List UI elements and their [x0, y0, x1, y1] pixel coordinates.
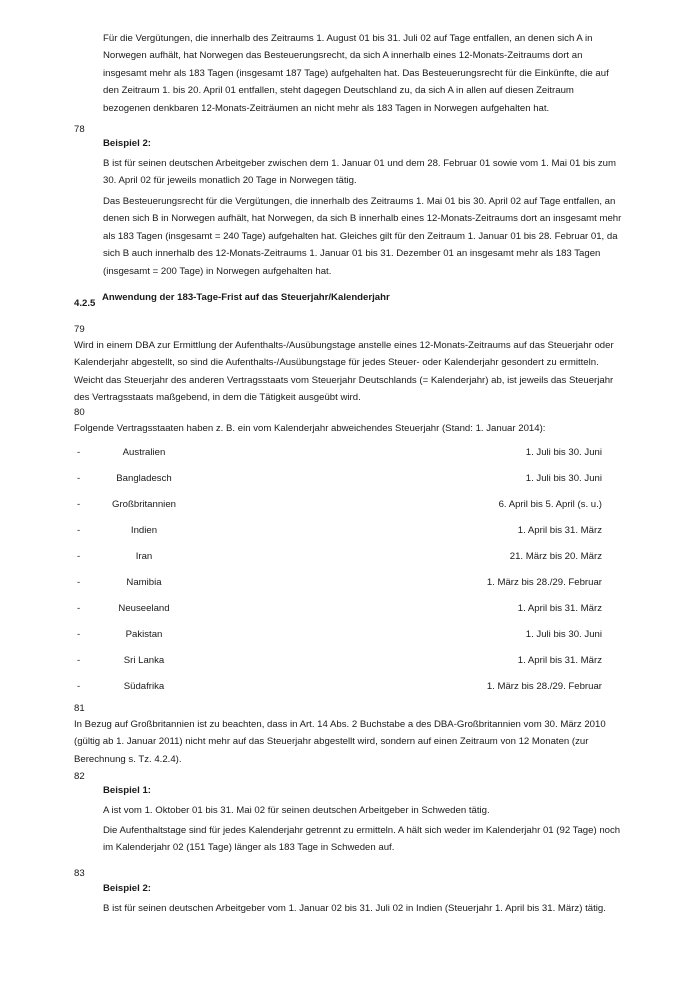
- list-item: [74, 548, 602, 565]
- example-heading: Beispiel 2:: [103, 883, 151, 894]
- country-name: Australien: [122, 447, 166, 458]
- tax-year-period: 1. April bis 31. März: [517, 655, 602, 666]
- margin-number-83: 83: [74, 868, 85, 879]
- country-name: Neuseeland: [118, 603, 170, 614]
- example-text: A ist vom 1. Oktober 01 bis 31. Mai 02 für seinen deutschen Arbeitgeber in Schweden tätig.: [103, 805, 490, 816]
- list-item: [74, 574, 602, 591]
- list-dash: -: [77, 655, 81, 666]
- list-dash: -: [77, 577, 81, 588]
- tax-year-period: 1. April bis 31. März: [517, 603, 602, 614]
- margin-number-79: 79: [74, 324, 85, 335]
- list-item: [74, 470, 602, 487]
- tax-year-period: 1. Juli bis 30. Juni: [525, 473, 602, 484]
- tax-year-period: 21. März bis 20. März: [509, 551, 602, 562]
- example-text: Das Besteuerungsrecht für die Vergütungen, die innerhalb des Zeitraums 1. Mai 01 bis 30. April 02 auf Tage entfallen, an denen sich B in Norwegen aufhält, hat Norwegen, da sich B innerhalb eines 12-Monats-Zeitraums dort an insgesamt mehr als 183 Tagen (insgesamt = 240 Tage) aufgehalten hat. Gleiches gilt für den Zeitraum 1. Januar 01 bis 28. Februar 01, da sich B auch innerhalb des 12-Monats-Zeitraums 1. Januar 01 bis 31. Dezember 01 an insgesamt mehr als 183 Tagen (insgesamt = 200 Tage) in Norwegen aufgehalten hat.: [103, 196, 622, 277]
- list-item: [74, 600, 602, 617]
- tax-year-period: 1. März bis 28./29. Februar: [486, 577, 602, 588]
- example-text: B ist für seinen deutschen Arbeitgeber vom 1. Januar 02 bis 31. Juli 02 in Indien (Steuerjahr 1. April bis 31. März) tätig.: [103, 903, 606, 914]
- country-name: Großbritannien: [112, 499, 176, 510]
- list-item: [74, 626, 602, 643]
- margin-number-80: 80: [74, 407, 85, 418]
- list-dash: -: [77, 681, 81, 692]
- section-number: 4.2.5: [74, 298, 96, 309]
- tax-year-period: 1. Juli bis 30. Juni: [525, 629, 602, 640]
- list-dash: -: [77, 603, 81, 614]
- list-item: [74, 652, 602, 669]
- tax-year-period: 6. April bis 5. April (s. u.): [498, 499, 602, 510]
- country-name: Namibia: [126, 577, 162, 588]
- list-item: [74, 678, 602, 695]
- margin-number-81: 81: [74, 703, 85, 714]
- list-dash: -: [77, 473, 81, 484]
- country-name: Pakistan: [125, 629, 163, 640]
- tax-year-period: 1. April bis 31. März: [517, 525, 602, 536]
- list-dash: -: [77, 499, 81, 510]
- tax-year-period: 1. März bis 28./29. Februar: [486, 681, 602, 692]
- tax-year-period: 1. Juli bis 30. Juni: [525, 447, 602, 458]
- paragraph-text: Folgende Vertragsstaaten haben z. B. ein vom Kalenderjahr abweichendes Steuerjahr (Stand: 1. Januar 2014):: [74, 423, 546, 434]
- list-item: [74, 444, 602, 461]
- example-text: Die Aufenthaltstage sind für jedes Kalenderjahr getrennt zu ermitteln. A hält sich weder im Kalenderjahr 01 (92 Tage) noch im Kalenderjahr 02 (151 Tage) länger als 183 Tage in Schweden auf.: [103, 825, 621, 854]
- margin-number-82: 82: [74, 771, 85, 782]
- country-name: Iran: [135, 551, 153, 562]
- example-text: B ist für seinen deutschen Arbeitgeber zwischen dem 1. Januar 01 und dem 28. Februar 01 sowie vom 1. Mai 01 bis zum 30. April 02 für jeweils monatlich 20 Tage in Norwegen tätig.: [103, 158, 617, 187]
- country-name: Südafrika: [123, 681, 165, 692]
- section-title: Anwendung der 183-Tage-Frist auf das Steuerjahr/Kalenderjahr: [102, 292, 390, 303]
- example-heading: Beispiel 1:: [103, 785, 151, 796]
- list-dash: -: [77, 525, 81, 536]
- list-item: [74, 496, 602, 513]
- list-dash: -: [77, 551, 81, 562]
- list-dash: -: [77, 629, 81, 640]
- paragraph-continuation: Für die Vergütungen, die innerhalb des Zeitraums 1. August 01 bis 31. Juli 02 auf Tage entfallen, an denen sich A in Norwegen aufhält, hat Norwegen das Besteuerungsrecht, da sich A innerhalb eines 12-Monats-Zeitraums dort an insgesamt mehr als 183 Tagen (insgesamt 187 Tage) aufgehalten hat. Das Besteuerungsrecht für die Einkünfte, die auf den Zeitraum 1. bis 20. April 01 entfallen, steht dagegen Deutschland zu, da sich A in allen auf diesen Zeitraum bezogenen denkbaren 12-Monats-Zeiträumen an nicht mehr als 183 Tagen in Norwegen aufgehalten hat.: [103, 33, 609, 114]
- list-dash: -: [77, 447, 81, 458]
- example-heading: Beispiel 2:: [103, 138, 151, 149]
- country-name: Bangladesch: [116, 473, 172, 484]
- country-name: Indien: [130, 525, 158, 536]
- margin-number-78: 78: [74, 124, 85, 135]
- paragraph-text: In Bezug auf Großbritannien ist zu beachten, dass in Art. 14 Abs. 2 Buchstabe a des DBA-Großbritannien vom 30. März 2010 (gültig ab 1. Januar 2011) nicht mehr auf das Steuerjahr abgestellt wird, sondern auf einen Zeitraum von 12 Monaten (zur Berechnung s. Tz. 4.2.4).: [74, 719, 606, 765]
- country-name: Sri Lanka: [123, 655, 165, 666]
- paragraph-text: Wird in einem DBA zur Ermittlung der Aufenthalts-/Ausübungstage anstelle eines 12-Monats-Zeitraums auf das Steuerjahr oder Kalenderjahr abgestellt, so sind die Aufenthalts-/Ausübungstage für jedes Steuer- oder Kalenderjahr gesondert zu ermitteln. Weicht das Steuerjahr des anderen Vertragsstaats vom Steuerjahr Deutschlands (= Kalenderjahr) ab, ist jeweils das Steuerjahr des Vertragsstaats maßgebend, in dem die Tätigkeit ausgeübt wird.: [74, 340, 614, 404]
- list-item: [74, 522, 602, 539]
